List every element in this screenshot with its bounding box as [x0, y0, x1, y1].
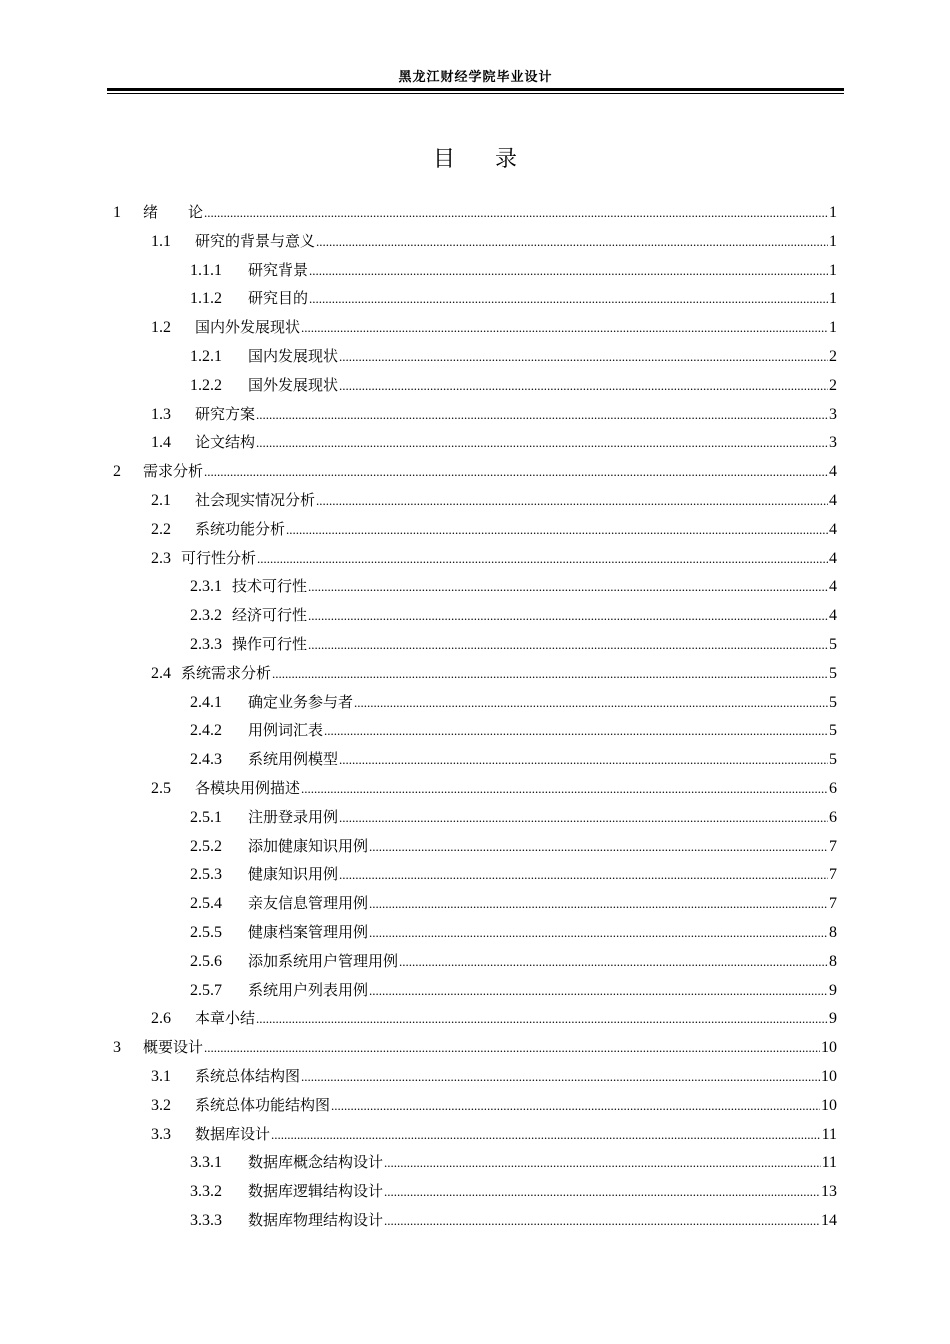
toc-entry-label: 系统需求分析	[181, 663, 272, 682]
toc-entry-number: 3.3.1	[190, 1154, 222, 1172]
toc-entry-number: 3.3	[151, 1125, 171, 1143]
toc-entry-number: 2.4.2	[190, 722, 222, 740]
toc-entry[interactable]	[113, 832, 837, 861]
toc-entry-number: 2.4.3	[190, 751, 222, 769]
header-rule-thick	[107, 88, 844, 91]
toc-entry[interactable]	[113, 284, 837, 313]
toc-entry-page: 9	[829, 1010, 837, 1028]
toc-entry[interactable]	[113, 1033, 837, 1062]
toc-entry-label: 绪 论	[143, 203, 204, 221]
toc-entry-page: 7	[829, 866, 837, 884]
toc-entry-page: 10	[821, 1096, 837, 1114]
toc-entry-page: 4	[829, 578, 837, 596]
toc-entry-page: 7	[829, 895, 837, 913]
toc-entry[interactable]	[113, 486, 837, 515]
toc-entry[interactable]	[113, 400, 837, 429]
toc-entry-label: 技术可行性	[232, 577, 308, 596]
toc-entry-label: 亲友信息管理用例	[248, 894, 369, 913]
toc-entry-label: 研究目的	[248, 289, 309, 308]
toc-leader-dots	[369, 833, 828, 862]
toc-leader-dots	[339, 861, 828, 890]
toc-entry-page: 3	[829, 434, 837, 452]
toc-entry-label: 系统用例模型	[248, 750, 339, 769]
toc-entry[interactable]	[113, 1004, 837, 1033]
toc-entry[interactable]	[113, 1091, 837, 1120]
toc-entry-label: 本章小结	[195, 1009, 256, 1028]
toc-entry-page: 1	[829, 232, 837, 250]
toc-leader-dots	[272, 660, 828, 689]
toc-entry-number: 2.5	[151, 779, 171, 797]
toc-entry-number: 3.3.3	[190, 1211, 222, 1229]
toc-entry-page: 5	[829, 664, 837, 682]
toc-entry-number: 2.5.4	[190, 895, 222, 913]
toc-entry-number: 3	[113, 1039, 121, 1057]
toc-entry-label: 系统用户列表用例	[248, 980, 369, 999]
toc-entry-label: 健康知识用例	[248, 865, 339, 884]
toc-leader-dots	[204, 458, 828, 487]
toc-entry-label: 研究的背景与意义	[195, 231, 316, 250]
toc-entry-label: 研究方案	[195, 404, 256, 423]
toc-entry-number: 1.1	[151, 232, 171, 250]
toc-entry-label: 注册登录用例	[248, 807, 339, 826]
toc-leader-dots	[339, 372, 828, 401]
toc-leader-dots	[339, 804, 828, 833]
toc-entry-number: 2.1	[151, 491, 171, 509]
toc-entry-number: 1.3	[151, 405, 171, 423]
toc-entry-label: 确定业务参与者	[248, 692, 354, 711]
toc-entry-number: 2.3.3	[190, 635, 222, 653]
toc-entry[interactable]	[113, 601, 837, 630]
toc-leader-dots	[257, 545, 828, 574]
toc-leader-dots	[301, 775, 828, 804]
toc-entry-label: 数据库逻辑结构设计	[248, 1182, 384, 1201]
toc-entry-number: 2.5.6	[190, 952, 222, 970]
toc-entry[interactable]	[113, 1206, 837, 1235]
toc-leader-dots	[399, 948, 828, 977]
toc-entry-page: 4	[829, 491, 837, 509]
toc-entry-label: 论文结构	[195, 433, 256, 452]
toc-entry-label: 国内发展现状	[248, 346, 339, 365]
toc-entry-page: 1	[829, 290, 837, 308]
toc-leader-dots	[308, 602, 828, 631]
toc-entry-page: 5	[829, 635, 837, 653]
toc-entry[interactable]	[113, 774, 837, 803]
toc-entry-page: 13	[821, 1183, 837, 1201]
toc-entry-page: 10	[821, 1067, 837, 1085]
toc-entry-label: 研究背景	[248, 260, 309, 279]
toc-entry-label: 数据库物理结构设计	[248, 1210, 384, 1229]
toc-entry-label: 用例词汇表	[248, 721, 324, 740]
toc-entry-number: 1.4	[151, 434, 171, 452]
toc-entry[interactable]	[113, 1062, 837, 1091]
toc-entry-number: 2.5.3	[190, 866, 222, 884]
toc-leader-dots	[309, 257, 828, 286]
toc-entry-page: 4	[829, 607, 837, 625]
toc-entry[interactable]	[113, 860, 837, 889]
toc-leader-dots	[309, 285, 828, 314]
toc-entry[interactable]	[113, 688, 837, 717]
toc-leader-dots	[316, 487, 828, 516]
toc-leader-dots	[354, 689, 828, 718]
toc-entry-number: 1.1.1	[190, 261, 222, 279]
toc-entry[interactable]	[113, 457, 837, 486]
toc-entry-label: 添加健康知识用例	[248, 836, 369, 855]
toc-leader-dots	[256, 429, 828, 458]
toc-entry-number: 2.3	[151, 549, 171, 567]
toc-leader-dots	[204, 1034, 820, 1063]
toc-entry-label: 经济可行性	[232, 606, 308, 625]
table-of-contents	[113, 198, 837, 1235]
toc-entry-page: 8	[829, 952, 837, 970]
toc-entry[interactable]	[113, 371, 837, 400]
toc-leader-dots	[204, 199, 828, 228]
toc-entry-number: 1.2.2	[190, 376, 222, 394]
toc-entry-label: 需求分析	[143, 462, 204, 481]
toc-entry-label: 添加系统用户管理用例	[248, 951, 399, 970]
toc-entry[interactable]	[113, 1177, 837, 1206]
toc-entry-label: 各模块用例描述	[195, 778, 301, 797]
toc-leader-dots	[308, 573, 828, 602]
toc-entry-page: 11	[821, 1125, 837, 1143]
toc-leader-dots	[316, 228, 828, 257]
toc-entry[interactable]	[113, 630, 837, 659]
toc-entry-number: 1.2.1	[190, 347, 222, 365]
toc-entry-label: 社会现实情况分析	[195, 490, 316, 509]
toc-entry[interactable]	[113, 716, 837, 745]
header-rule-thin	[107, 93, 844, 94]
toc-entry[interactable]	[113, 572, 837, 601]
toc-leader-dots	[256, 1005, 828, 1034]
toc-leader-dots	[384, 1207, 820, 1236]
toc-entry-number: 2.4.1	[190, 693, 222, 711]
toc-entry-label: 系统总体功能结构图	[195, 1095, 331, 1114]
toc-leader-dots	[301, 1063, 820, 1092]
toc-entry-number: 2	[113, 463, 121, 481]
toc-entry-page: 11	[821, 1154, 837, 1172]
toc-title: 目录	[432, 147, 557, 172]
toc-entry[interactable]	[113, 256, 837, 285]
toc-entry-label: 国内外发展现状	[195, 318, 301, 337]
toc-entry-page: 4	[829, 520, 837, 538]
toc-leader-dots	[369, 919, 828, 948]
toc-entry-page: 3	[829, 405, 837, 423]
toc-entry[interactable]	[113, 918, 837, 947]
toc-entry-page: 4	[829, 463, 837, 481]
toc-entry-number: 2.3.2	[190, 607, 222, 625]
toc-entry-page: 4	[829, 549, 837, 567]
toc-entry-label: 操作可行性	[232, 634, 308, 653]
toc-entry-number: 1	[113, 204, 121, 221]
toc-leader-dots	[339, 746, 828, 775]
toc-entry-number: 2.6	[151, 1010, 171, 1028]
toc-entry[interactable]	[113, 227, 837, 256]
toc-entry-number: 2.5.5	[190, 923, 222, 941]
toc-entry[interactable]	[113, 659, 837, 688]
toc-leader-dots	[271, 1121, 821, 1150]
toc-entry-number: 3.3.2	[190, 1183, 222, 1201]
toc-entry-page: 14	[821, 1211, 837, 1229]
toc-entry-label: 概要设计	[143, 1038, 204, 1057]
toc-leader-dots	[384, 1178, 820, 1207]
toc-leader-dots	[369, 977, 828, 1006]
toc-leader-dots	[324, 717, 828, 746]
toc-entry-label: 国外发展现状	[248, 375, 339, 394]
toc-leader-dots	[369, 890, 828, 919]
toc-entry-page: 5	[829, 693, 837, 711]
toc-entry-label: 健康档案管理用例	[248, 922, 369, 941]
toc-entry-label: 系统功能分析	[195, 519, 286, 538]
toc-entry[interactable]	[113, 1148, 837, 1177]
toc-entry-number: 1.2	[151, 319, 171, 337]
toc-entry-number: 1.1.2	[190, 290, 222, 308]
toc-entry-page: 10	[821, 1039, 837, 1057]
toc-entry-page: 9	[829, 981, 837, 999]
toc-entry[interactable]	[113, 515, 837, 544]
toc-leader-dots	[308, 631, 828, 660]
toc-entry-page: 2	[829, 376, 837, 394]
toc-entry[interactable]	[113, 313, 837, 342]
toc-entry-page: 1	[829, 204, 837, 221]
toc-entry-page: 1	[829, 261, 837, 279]
toc-entry-label: 可行性分析	[181, 548, 257, 567]
toc-entry-label: 系统总体结构图	[195, 1066, 301, 1085]
toc-entry-page: 5	[829, 722, 837, 740]
toc-entry-number: 2.3.1	[190, 578, 222, 596]
toc-entry-page: 1	[829, 319, 837, 337]
toc-entry-page: 8	[829, 923, 837, 941]
toc-entry[interactable]	[113, 342, 837, 371]
toc-entry-number: 3.2	[151, 1096, 171, 1114]
toc-leader-dots	[286, 516, 828, 545]
toc-entry-number: 2.4	[151, 664, 171, 682]
toc-entry-number: 2.5.7	[190, 981, 222, 999]
toc-entry-page: 2	[829, 347, 837, 365]
toc-entry[interactable]	[113, 198, 837, 227]
toc-leader-dots	[384, 1149, 821, 1178]
toc-entry-page: 6	[829, 808, 837, 826]
toc-entry[interactable]	[113, 889, 837, 918]
toc-entry-page: 7	[829, 837, 837, 855]
toc-entry[interactable]	[113, 803, 837, 832]
toc-entry[interactable]	[113, 428, 837, 457]
toc-entry[interactable]	[113, 1120, 837, 1149]
toc-entry[interactable]	[113, 947, 837, 976]
toc-entry-number: 2.2	[151, 520, 171, 538]
toc-leader-dots	[339, 343, 828, 372]
toc-entry-label: 数据库概念结构设计	[248, 1153, 384, 1172]
toc-leader-dots	[301, 314, 828, 343]
toc-entry-label: 数据库设计	[195, 1124, 271, 1143]
toc-entry-number: 3.1	[151, 1067, 171, 1085]
page-header: 黑龙江财经学院毕业设计	[398, 70, 553, 85]
toc-entry[interactable]	[113, 745, 837, 774]
toc-entry-page: 5	[829, 751, 837, 769]
toc-entry-number: 2.5.1	[190, 808, 222, 826]
toc-entry-number: 2.5.2	[190, 837, 222, 855]
toc-entry-page: 6	[829, 779, 837, 797]
toc-entry[interactable]	[113, 544, 837, 573]
toc-leader-dots	[331, 1092, 820, 1121]
toc-leader-dots	[256, 401, 828, 430]
toc-entry[interactable]	[113, 976, 837, 1005]
